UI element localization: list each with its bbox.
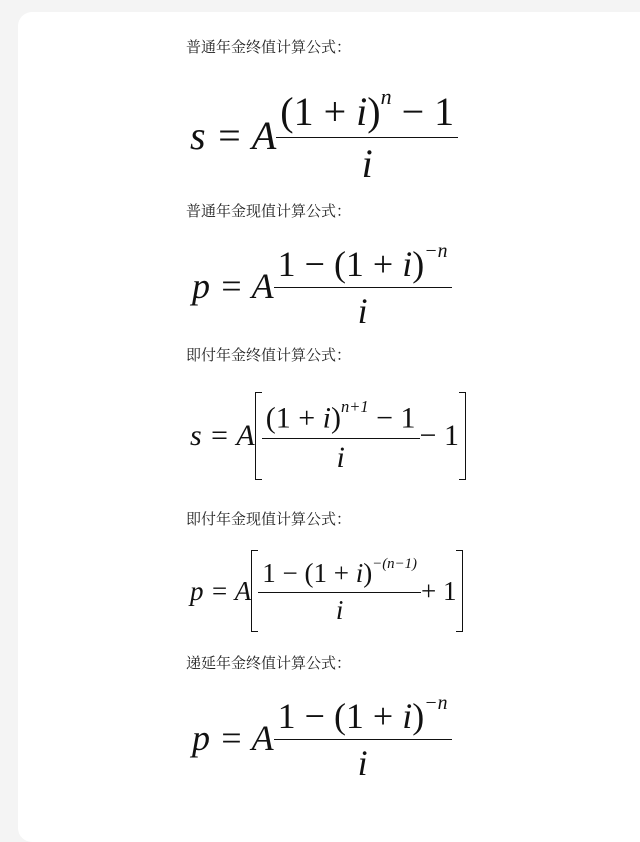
bracket-tail: + 1 bbox=[420, 575, 457, 606]
formula-fraction bbox=[274, 240, 452, 332]
formula-fraction bbox=[258, 556, 421, 625]
formula-numerator: $(1 + i)^{n+1} - 1$ bbox=[265, 397, 416, 435]
left-bracket bbox=[255, 392, 262, 480]
formula-fraction bbox=[276, 84, 458, 187]
formula-lhs: s = A bbox=[190, 112, 277, 158]
formula-ordinary-annuity-present-value bbox=[192, 240, 452, 332]
formula-numerator: $1 - (1 + i)^{-(n-1)}$ bbox=[262, 556, 417, 589]
section-heading: 即付年金现值计算公式： bbox=[186, 510, 352, 528]
formula-denominator: i bbox=[335, 594, 344, 625]
formula-numerator: $1 - (1 + i)^{-n}$ bbox=[277, 240, 448, 284]
formula-annuity-due-future-value bbox=[190, 392, 466, 480]
formula-numerator: $1 - (1 + i)^{-n}$ bbox=[277, 692, 448, 736]
formula-ordinary-annuity-future-value bbox=[190, 84, 458, 187]
bracket-tail: − 1 bbox=[419, 419, 459, 452]
formula-deferred-annuity bbox=[192, 692, 452, 784]
section-heading: 普通年金终值计算公式： bbox=[186, 38, 352, 56]
formula-lhs: p = A bbox=[192, 717, 274, 758]
formula-numerator: $(1 + i)^n - 1$ bbox=[280, 84, 455, 134]
formula-fraction bbox=[274, 692, 452, 784]
formula-denominator: i bbox=[357, 742, 368, 783]
section-heading: 即付年金终值计算公式： bbox=[186, 346, 352, 364]
formula-denominator: i bbox=[361, 140, 373, 186]
formula-annuity-due-present-value bbox=[190, 550, 463, 632]
right-bracket bbox=[456, 550, 463, 632]
formula-fraction bbox=[262, 397, 420, 475]
formula-lhs: p = A bbox=[192, 265, 274, 306]
section-heading: 普通年金现值计算公式： bbox=[186, 202, 352, 220]
formula-denominator: i bbox=[336, 440, 345, 474]
formula-denominator: i bbox=[357, 290, 368, 331]
formula-lhs: p = A bbox=[190, 575, 252, 606]
right-bracket bbox=[459, 392, 466, 480]
section-heading: 递延年金终值计算公式： bbox=[186, 654, 352, 672]
left-bracket bbox=[251, 550, 258, 632]
formula-lhs: s = A bbox=[190, 419, 255, 452]
